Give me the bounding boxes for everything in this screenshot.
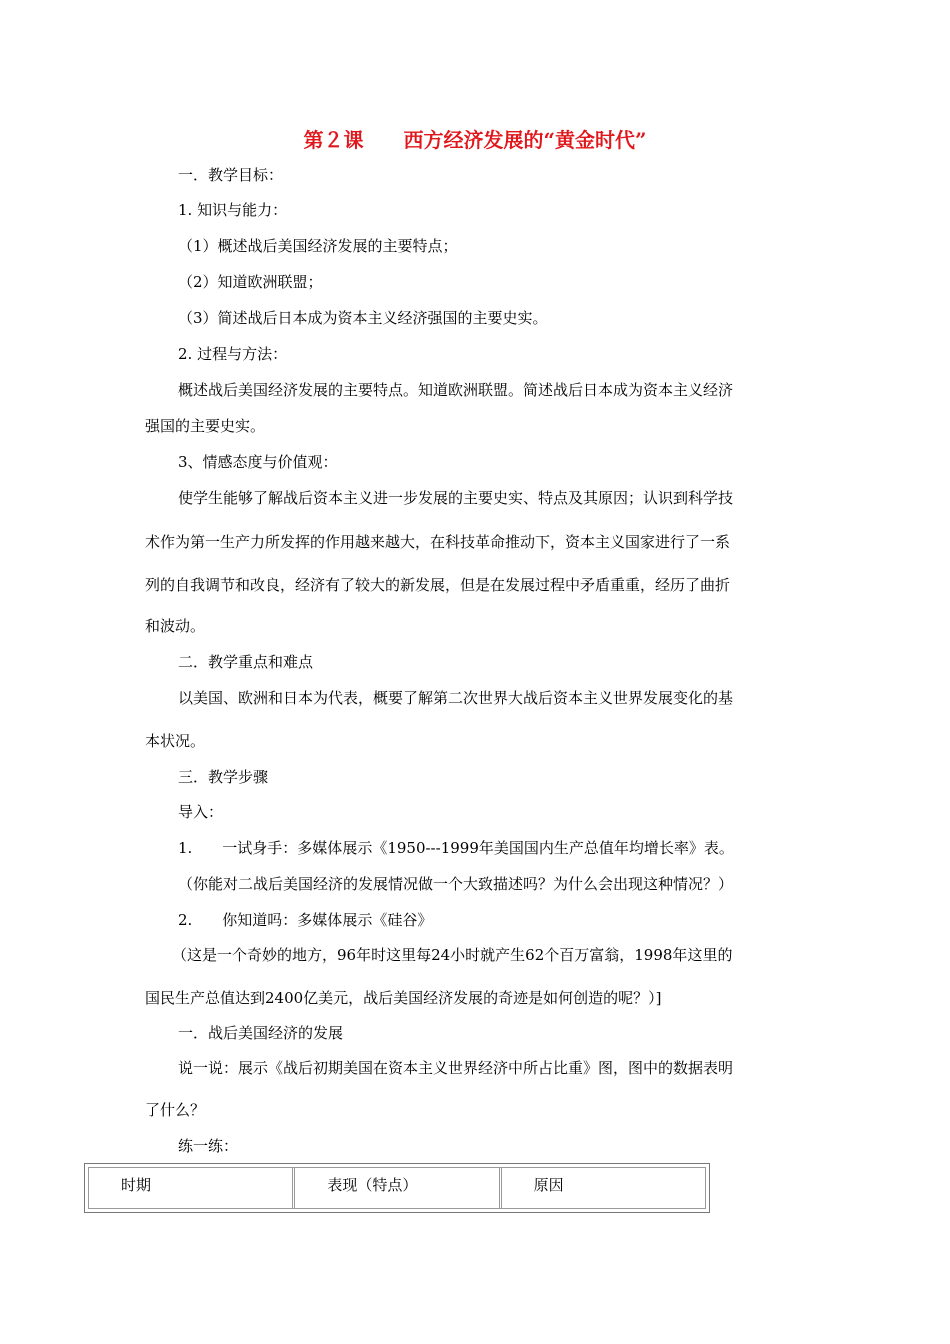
text-line: 2. 你知道吗：多媒体展示《硅谷》 — [178, 911, 433, 929]
text-line: （3）简述战后日本成为资本主义经济强国的主要史实。 — [178, 309, 548, 327]
text-line: 强国的主要史实。 — [145, 417, 266, 435]
text-line: 一．教学目标： — [178, 166, 284, 184]
text-line: 3、情感态度与价值观： — [178, 453, 338, 471]
text-line: 国民生产总值达到2400亿美元，战后美国经济发展的奇迹是如何创造的呢？）] — [145, 989, 662, 1007]
practice-table — [84, 1163, 710, 1213]
text-line: （这是一个奇妙的地方，96年时这里每24小时就产生62个百万富翁，1998年这里的 — [172, 946, 733, 964]
text-line: （你能对二战后美国经济的发展情况做一个大致描述吗？为什么会出现这种情况？） — [178, 875, 734, 893]
text-line: 了什么？ — [145, 1101, 206, 1119]
text-line: 以美国、欧洲和日本为代表，概要了解第二次世界大战后资本主义世界发展变化的基 — [178, 689, 734, 707]
text-line: 和波动。 — [145, 617, 206, 635]
text-line: 一．战后美国经济的发展 — [178, 1024, 344, 1042]
text-line: 本状况。 — [145, 732, 206, 750]
text-line: 导入： — [178, 803, 224, 821]
table-header-cell: 原因 — [533, 1176, 564, 1194]
text-line: 2. 过程与方法： — [178, 345, 288, 363]
table-header-row — [88, 1167, 706, 1209]
text-line: 三．教学步骤 — [178, 768, 269, 786]
table-header-cell: 时期 — [89, 1168, 295, 1208]
text-line: 1. 一试身手：多媒体展示《1950---1999年美国国内生产总值年均增长率》表。 — [178, 839, 734, 857]
text-line: 1. 知识与能力： — [178, 201, 288, 219]
text-line: 练一练： — [178, 1137, 239, 1155]
text-line: （2）知道欧洲联盟； — [178, 273, 323, 291]
text-line: 二．教学重点和难点 — [178, 653, 314, 671]
text-line: 使学生能够了解战后资本主义进一步发展的主要史实、特点及其原因；认识到科学技 — [178, 489, 734, 507]
text-line: 列的自我调节和改良，经济有了较大的新发展，但是在发展过程中矛盾重重，经历了曲折 — [145, 576, 731, 594]
text-line: 说一说：展示《战后初期美国在资本主义世界经济中所占比重》图，图中的数据表明 — [178, 1059, 734, 1077]
text-line: 术作为第一生产力所发挥的作用越来越大，在科技革命推动下，资本主义国家进行了一系 — [145, 533, 731, 551]
text-line: （1）概述战后美国经济发展的主要特点； — [178, 237, 458, 255]
table-header-cell: 表现（特点） — [295, 1168, 501, 1208]
text-line: 概述战后美国经济发展的主要特点。知道欧洲联盟。简述战后日本成为资本主义经济 — [178, 381, 734, 399]
page-title: 第２课 西方经济发展的“黄金时代” — [303, 128, 647, 152]
